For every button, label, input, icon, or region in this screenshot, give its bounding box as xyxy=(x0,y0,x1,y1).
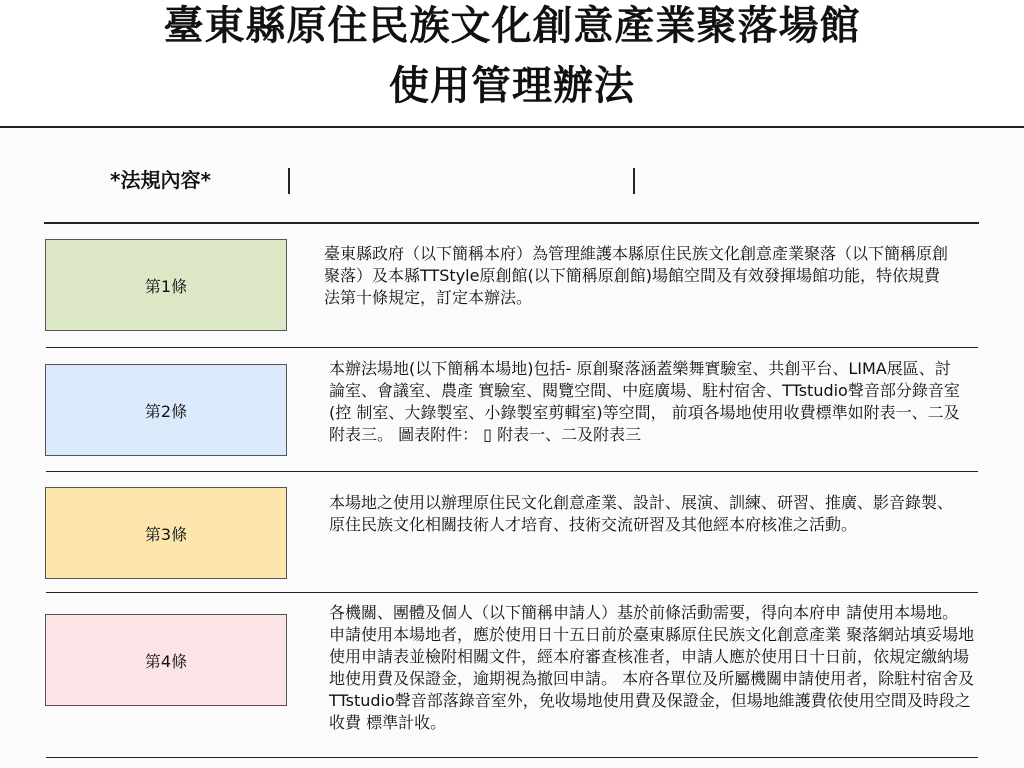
article-2-text: 本辦法場地(以下簡稱本場地)包括- 原創聚落涵蓋樂舞實驗室、共創平台、LIMA展區、討論室、會議室、農產 實驗室、閱覽空間、中庭廣場、駐村宿舍、TTstudio聲音部分錄音室(控 制室、大錄製室、小錄製室剪輯室)等空間， 前項各場地使用收費標準如附表一、二及附表三。 圖表附件： ▯ 附表一、二及附表三 xyxy=(329,359,960,444)
article-1-badge xyxy=(45,239,287,331)
divider-bar xyxy=(288,168,290,194)
article-1-text: 臺東縣政府（以下簡稱本府）為管理維護本縣原住民族文化創意產業聚落（以下簡稱原創聚落）及本縣TTStyle原創館(以下簡稱原創館)場館空間及有效發揮場館功能，特依規費法第十條規定，訂定本辦法。 xyxy=(324,244,949,307)
section-rule xyxy=(44,222,979,224)
section-label: *法規內容* xyxy=(110,168,211,192)
article-3-text: 本場地之使用以辦理原住民文化創意產業、設計、展演、訓練、研習、推廣、影音錄製、原住民族文化相關技術人才培育、技術交流研習及其他經本府核准之活動。 xyxy=(329,493,954,534)
article-3-label: 第3條 xyxy=(144,524,188,544)
article-separator xyxy=(46,347,978,348)
article-separator xyxy=(46,757,978,758)
article-2-badge xyxy=(45,364,287,456)
divider-bar xyxy=(633,168,635,194)
article-3-badge xyxy=(45,487,287,579)
article-2-label: 第2條 xyxy=(144,401,188,421)
document-title: 臺東縣原住民族文化創意產業聚落場館 xyxy=(163,3,861,49)
article-1-label: 第1條 xyxy=(144,276,188,296)
header xyxy=(0,0,1024,128)
document-subtitle: 使用管理辦法 xyxy=(389,63,635,109)
article-separator xyxy=(46,471,978,472)
article-4-text: 各機關、團體及個人（以下簡稱申請人）基於前條活動需要，得向本府申 請使用本場地。 申請使用本場地者，應於使用日十五日前於臺東縣原住民族文化創意產業 聚落網站填妥場地使用申請表並檢附相關文件，經本府審查核准者，申請人應於使用日十日前，依規定繳納場地使用費及保證金，逾期視為撤回申請。 本府各單位及所屬機關申請使用者，除駐村宿舍及TTstudio聲音部落錄音室外，免收場地使用費及保證金，但場地維護費依使用空間及時段之收費 標準計收。 xyxy=(329,603,975,732)
article-4-label: 第4條 xyxy=(144,651,188,671)
article-4-badge xyxy=(45,614,287,706)
article-separator xyxy=(46,592,978,593)
